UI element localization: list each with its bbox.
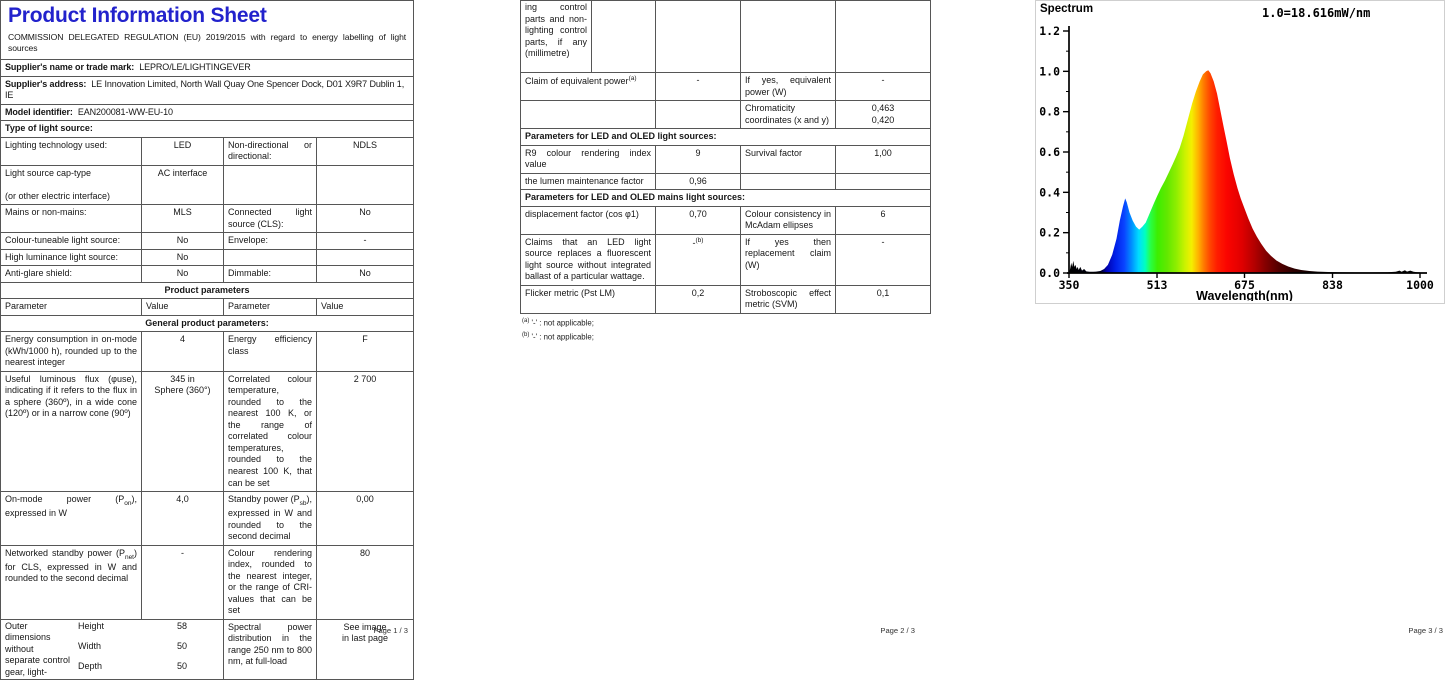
svg-text:0.4: 0.4 [1039, 185, 1060, 200]
product-parameters-header-row [1, 282, 414, 299]
param-value: 9 [656, 145, 741, 173]
chart-title: Spectrum [1040, 3, 1094, 15]
param-label [224, 249, 317, 266]
param-label: On-mode power $(P_{on})$, expressed in W [1, 492, 142, 546]
param-label: Dimmable: [224, 266, 317, 283]
supplier-address-label: Supplier's address: [5, 78, 87, 89]
svg-text:0.2: 0.2 [1039, 225, 1060, 240]
empty-cell [656, 101, 741, 129]
type-of-light-source-header: Type of light source: [1, 121, 414, 138]
param-value: 0,96 [656, 173, 741, 190]
page1-footer: Page 1 / 3 [373, 626, 408, 635]
page2-footer: Page 2 / 3 [880, 626, 915, 635]
param-label: Correlated colour temperature, rounded to the nearest 100 K, or the range of correlated colour temperatures, rounded to the nearest 100 K, that can be set [224, 371, 317, 491]
table-row [521, 101, 931, 129]
svg-text:350: 350 [1058, 278, 1080, 292]
general-parameters-header-row [1, 315, 414, 332]
led-oled-header-row [521, 129, 931, 146]
table-row [521, 285, 931, 313]
column-header: Value [317, 299, 414, 316]
param-value: F [317, 332, 414, 372]
table-row [521, 73, 931, 101]
param-value: No [317, 266, 414, 283]
empty-cell [836, 173, 931, 190]
column-header: Parameter [224, 299, 317, 316]
param-value: - [656, 73, 741, 101]
model-identifier-value: EAN200081-WW-EU-10 [77, 106, 173, 117]
spectrum-chart [1035, 0, 1445, 304]
table-row [1, 266, 414, 283]
table-row [1, 371, 414, 491]
param-value: 80 [317, 545, 414, 619]
footnote-b: $^{(b)}$ '-' : not applicable; [522, 332, 594, 342]
supplier-address-value: LE Innovation Limited, North Wall Quay One Spencer Dock, D01 X9R7 Dublin 1, IE [5, 78, 405, 101]
led-oled-header: Parameters for LED and OLED light sources: [521, 129, 931, 146]
param-value: No [142, 249, 224, 266]
dimension-value: 50 [176, 640, 187, 651]
param-value [317, 249, 414, 266]
svg-text:0.0: 0.0 [1039, 266, 1060, 280]
param-label: the lumen maintenance factor [521, 173, 656, 190]
empty-cell [741, 173, 836, 190]
empty-cell [656, 1, 741, 73]
param-label: Stroboscopic effect metric (SVM) [741, 285, 836, 313]
svg-text:1.2: 1.2 [1039, 24, 1060, 38]
table-row [521, 206, 931, 234]
empty-cell [741, 1, 836, 73]
column-header: Parameter [1, 299, 142, 316]
param-label: Useful luminous flux (φuse), indicating if it refers to the flux in a sphere (360º), in a wide cone (120º) or in a narrow cone (90º) [1, 371, 142, 491]
outer-dimensions-continuation-row [521, 1, 931, 73]
svg-text:Wavelength(nm): Wavelength(nm) [1196, 289, 1293, 301]
page1-sheet [0, 0, 413, 680]
param-label: R9 colour rendering index value [521, 145, 656, 173]
param-label: Energy efficiency class [224, 332, 317, 372]
param-value: LED [142, 137, 224, 165]
page3-footer: Page 3 / 3 [1408, 626, 1443, 635]
column-header: Value [142, 299, 224, 316]
param-label: Claim of equivalent power$^{(a)}$ [521, 73, 656, 101]
param-label: Spectral power distribution in the range 250 nm to 800 nm, at full-load [224, 619, 317, 680]
svg-text:513: 513 [1146, 278, 1168, 292]
param-value: - [836, 73, 931, 101]
param-value: 345 in Sphere (360°) [142, 371, 224, 491]
model-identifier-row [1, 104, 414, 121]
dimension-value: 50 [176, 660, 187, 671]
table-row [1, 165, 414, 205]
dimension-name: Height [78, 620, 105, 631]
param-value: 0,463 0,420 [836, 101, 931, 129]
table-row [1, 233, 414, 250]
svg-text:675: 675 [1234, 278, 1255, 292]
param-value: 2 700 [317, 371, 414, 491]
param-label [224, 165, 317, 205]
param-label: Envelope: [224, 233, 317, 250]
table-row [1, 545, 414, 619]
param-label: Non-directional or directional: [224, 137, 317, 165]
param-value: 0,70 [656, 206, 741, 234]
param-label: Anti-glare shield: [1, 266, 142, 283]
param-label: Colour rendering index, rounded to the nearest integer, or the range of CRI-values that can be set [224, 545, 317, 619]
dimension-value: 58 [176, 620, 187, 631]
param-value: 0,1 [836, 285, 931, 313]
table-row [1, 137, 414, 165]
page2-sheet [520, 0, 930, 345]
outer-dimensions-continuation-text: ing control parts and non-lighting control parts, if any (millimetre) [521, 1, 592, 72]
table-row [521, 234, 931, 285]
param-value: See image in last page [317, 619, 414, 680]
param-label: Colour consistency in McAdam ellipses [741, 206, 836, 234]
table-row [1, 249, 414, 266]
dimension-name: Depth [78, 660, 103, 671]
param-label: Connected light source (CLS): [224, 205, 317, 233]
table-row [521, 145, 931, 173]
param-label: If yes then replacement claim (W) [741, 234, 836, 285]
param-value: MLS [142, 205, 224, 233]
param-label: Energy consumption in on-mode (kWh/1000 h), rounded up to the nearest integer [1, 332, 142, 372]
table-row [521, 173, 931, 190]
empty-cell [521, 101, 656, 129]
param-value: - [317, 233, 414, 250]
param-value: AC interface [142, 165, 224, 205]
table-row [1, 492, 414, 546]
page-title: Product Information Sheet [8, 4, 267, 27]
regulation-text: COMMISSION DELEGATED REGULATION (EU) 2019/2015 with regard to energy labelling of light sources [8, 32, 407, 54]
mains-header-row [521, 190, 931, 207]
supplier-name-value: LEPRO/LE/LIGHTINGEVER [139, 62, 251, 73]
param-value: 4,0 [142, 492, 224, 546]
param-label: High luminance light source: [1, 249, 142, 266]
supplier-address-row [1, 76, 414, 104]
svg-text:0.8: 0.8 [1039, 104, 1060, 119]
svg-text:0.6: 0.6 [1039, 145, 1060, 159]
dimension-name: Width [78, 640, 102, 651]
param-label: Mains or non-mains: [1, 205, 142, 233]
chart-scale-note: 1.0=18.616mW/nm [1262, 6, 1371, 20]
param-label: If yes, equivalent power (W) [741, 73, 836, 101]
mains-header: Parameters for LED and OLED mains light sources: [521, 190, 931, 207]
param-value: No [142, 233, 224, 250]
param-value: No [142, 266, 224, 283]
param-label: Standby power $(P_{sb})$, expressed in W and rounded to the second decimal [224, 492, 317, 546]
page2-table [520, 0, 931, 314]
general-parameters-header: General product parameters: [1, 315, 414, 332]
param-label: displacement factor (cos φ1) [521, 206, 656, 234]
param-value: 6 [836, 206, 931, 234]
param-value: 0,2 [656, 285, 741, 313]
svg-text:1.0: 1.0 [1039, 64, 1060, 79]
param-value: - [836, 234, 931, 285]
table-row [1, 205, 414, 233]
param-label: Chromaticity coordinates (x and y) [741, 101, 836, 129]
supplier-name-row [1, 60, 414, 77]
param-value: No [317, 205, 414, 233]
empty-cell [836, 1, 931, 73]
outer-dimensions-label: Outer dimensions without separate control gear, light- [5, 620, 70, 677]
param-label: Colour-tuneable light source: [1, 233, 142, 250]
svg-text:1000: 1000 [1406, 278, 1434, 292]
param-label: Claims that an LED light source replaces a fluorescent light source without integrated ballast of a particular wattage. [521, 234, 656, 285]
param-value: NDLS [317, 137, 414, 165]
spectrum-plot [1036, 1, 1444, 301]
column-headers-row [1, 299, 414, 316]
param-label: Networked standby power $(P_{net})$ for CLS, expressed in W and rounded to the second decimal [1, 545, 142, 619]
svg-text:838: 838 [1322, 278, 1343, 292]
type-of-light-source-header-row [1, 121, 414, 138]
param-value: - [142, 545, 224, 619]
product-parameters-header: Product parameters [1, 282, 414, 299]
page1-table [0, 0, 414, 680]
header-row [1, 1, 414, 60]
footnote-a: $^{(a)}$ '-' : not applicable; [522, 317, 594, 328]
table-row [1, 332, 414, 372]
param-value: 1,00 [836, 145, 931, 173]
supplier-name-label: Supplier's name or trade mark: [5, 62, 135, 73]
param-label: Flicker metric (Pst LM) [521, 285, 656, 313]
param-label: Light source cap-type (or other electric interface) [1, 165, 142, 205]
model-identifier-label: Model identifier: [5, 106, 73, 117]
param-value: 4 [142, 332, 224, 372]
param-value: -$^{(b)}$ [656, 234, 741, 285]
param-value: 0,00 [317, 492, 414, 546]
param-value [317, 165, 414, 205]
param-label: Lighting technology used: [1, 137, 142, 165]
param-label: Survival factor [741, 145, 836, 173]
